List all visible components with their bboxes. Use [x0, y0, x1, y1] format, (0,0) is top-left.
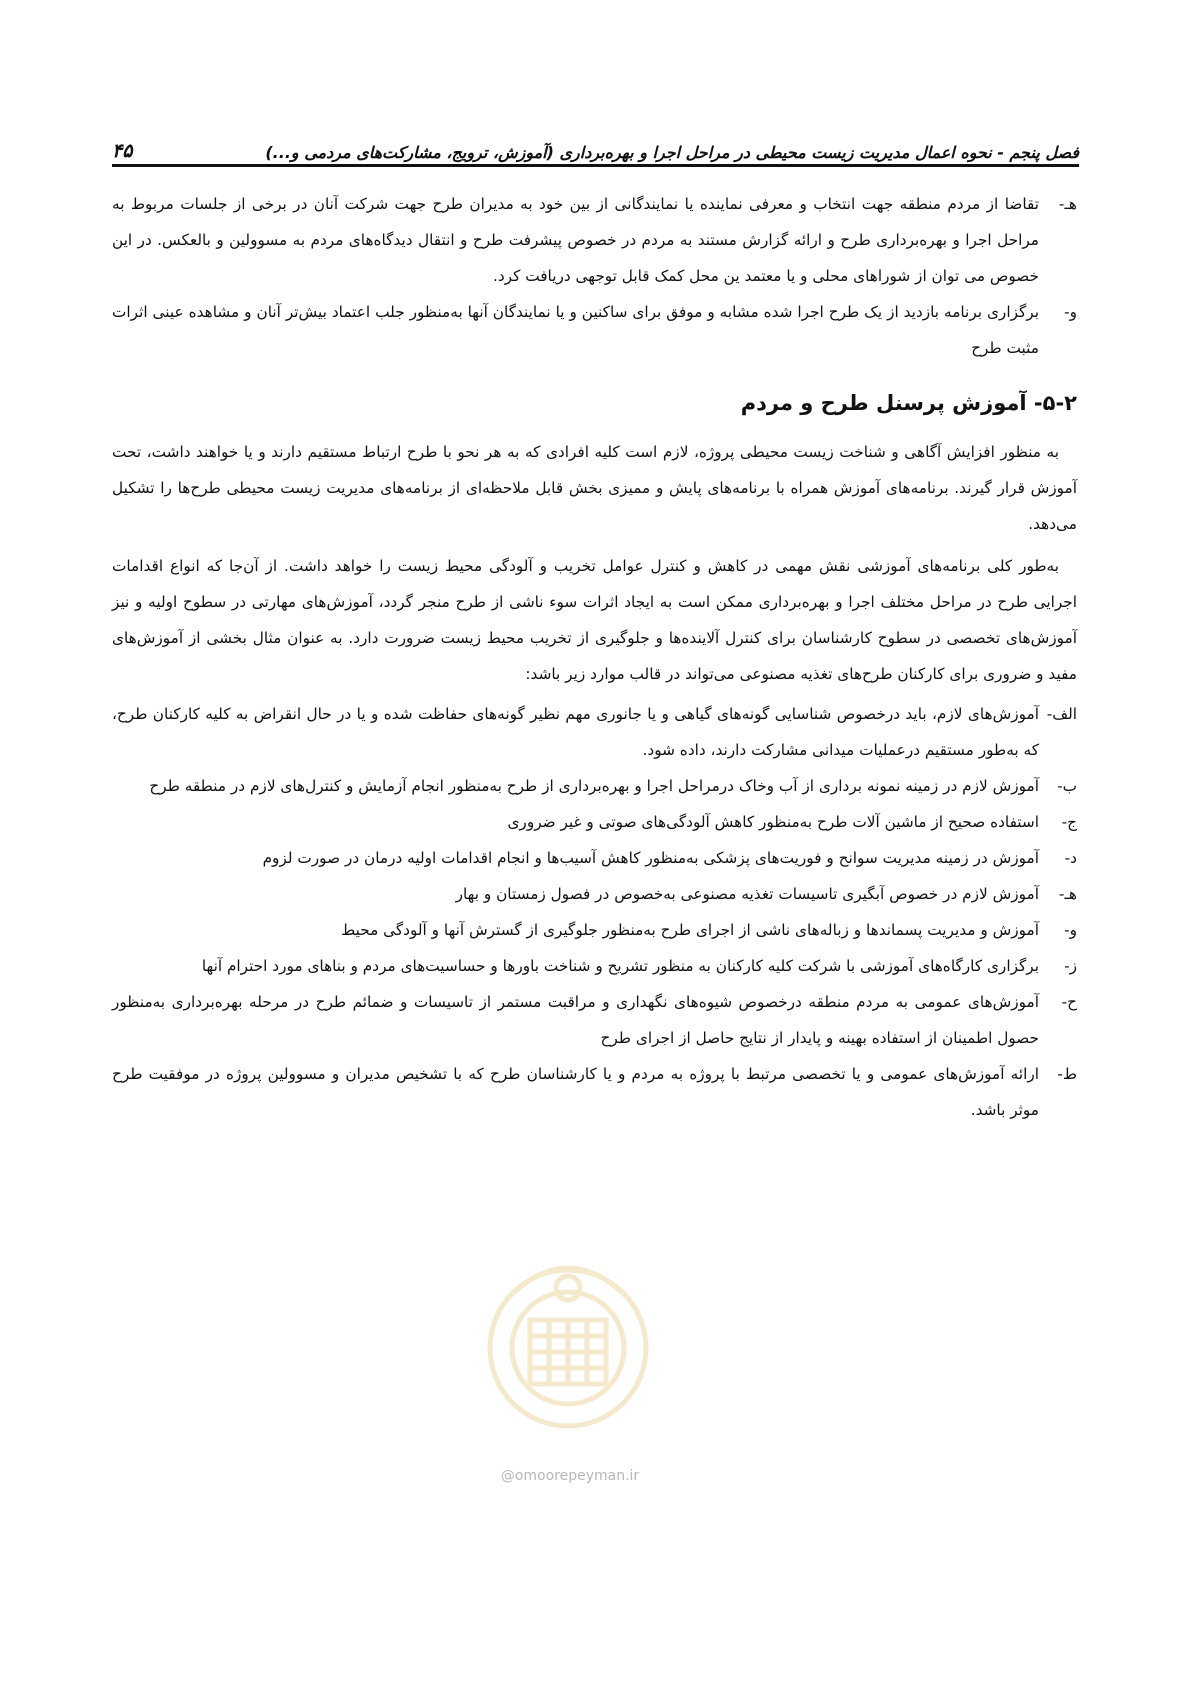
list-marker: ز-: [1064, 957, 1077, 975]
body-paragraph: به منظور افزایش آگاهی و شناخت زیست محیطی پروژه، لازم است کلیه افرادی که به هر نحو با طرح ارتباط مستقیم دارند و یا خواهند داشت، تحت آموزش قرار گیرند. برنامه‌های آموزش همراه با برنامه‌های پایش و ممیزی بخش قابل ملاحظه‌ای از برنامه‌های مدیریت زیست محیطی طرح‌ها را تشکیل می‌دهد.: [112, 443, 1077, 533]
list-item-text: برگزاری کارگاه‌های آموزشی با شرکت کلیه کارکنان به منظور تشریح و شناخت باورها و حساسیت‌های مردم و بناهای مورد احترام آنها: [201, 957, 1039, 975]
list-item: [112, 984, 1077, 1056]
list-item-text: آموزش‌های لازم، باید درخصوص شناسایی گونه‌های گیاهی و یا جانوری مهم نظیر گونه‌های حفاظت شده و یا در حال انقراض به کلیه کارکنان طرح، که به‌طور مستقیم درعملیات میدانی مشارکت دارند، داده شود.: [112, 705, 1039, 759]
list-marker: ب-: [1057, 777, 1077, 795]
list-item: [112, 948, 1077, 984]
list-item-text: آموزش لازم در خصوص آبگیری تاسیسات تغذیه مصنوعی به‌خصوص در فصول زمستان و بهار: [455, 885, 1039, 903]
list-item-text: آموزش‌های عمومی به مردم منطقه درخصوص شیوه‌های نگهداری و مراقبت مستمر از تاسیسات و ضمائم طرح در مرحله بهره‌برداری به‌منظور حصول اطمینان از استفاده بهینه و پایدار از نتایج حاصل از اجرای طرح: [112, 993, 1039, 1047]
watermark-site: @omoorepeyman.ir: [500, 1468, 640, 1484]
list-marker: هـ-: [1058, 885, 1077, 903]
list-item: [112, 912, 1077, 948]
body-paragraph: به‌طور کلی برنامه‌های آموزشی نقش مهمی در کاهش و کنترل عوامل تخریب و آلودگی محیط زیست را خواهد داشت. از آن‌جا که انواع اقدامات اجرایی طرح در مراحل مختلف اجرا و بهره‌برداری ممکن است به ایجاد اثرات سوء ناشی از طرح منجر گردد، آموزش‌های مهارتی در سطوح اولیه و نیز آموزش‌های تخصصی در سطوح کارشناسان برای کنترل آلاینده‌ها و جلوگیری از تخریب محیط زیست ضرورت دارد. به عنوان مثال بخشی از آموزش‌های مفید و ضروری برای کارکنان طرح‌های تغذیه مصنوعی می‌تواند در قالب موارد زیر باشد:: [112, 557, 1077, 683]
list-continued: [112, 186, 1077, 366]
training-list: [112, 696, 1077, 1128]
page-number: ۴۵: [112, 140, 133, 162]
section-heading: ۵-۲- آموزش پرسنل طرح و مردم: [740, 391, 1077, 415]
list-item-text: استفاده صحیح از ماشین آلات طرح به‌منظور کاهش آلودگی‌های صوتی و غیر ضروری: [507, 813, 1039, 831]
list-item: [112, 876, 1077, 912]
list-marker: ط-: [1057, 1065, 1077, 1083]
list-item-text: تقاضا از مردم منطقه جهت انتخاب و معرفی نماینده یا نمایندگانی از بین خود به مدیران طرح جهت شرکت آنان در برخی از جلسات مربوط به مراحل اجرا و بهره‌برداری طرح و ارائه گزارش مستند به مردم در خصوص پیشرفت طرح و انتقال دیدگاه‌های مردم به مسوولین و بالعکس. در این خصوص می توان از شوراهای محلی و یا معتمد ین محل کمک قابل توجهی دریافت کرد.: [112, 195, 1039, 285]
list-item: [112, 294, 1077, 366]
list-item: [112, 1056, 1077, 1128]
list-marker: د-: [1064, 849, 1077, 867]
list-marker: هـ-: [1058, 195, 1077, 213]
list-item: [112, 696, 1077, 768]
header-rule: [112, 164, 1079, 167]
list-marker: و-: [1064, 921, 1077, 939]
list-marker: و-: [1064, 303, 1077, 321]
list-item-text: برگزاری برنامه بازدید از یک طرح اجرا شده مشابه و موفق برای ساکنین و یا نمایندگان آنها به‌منظور جلب اعتماد بیش‌تر آنان و مشاهده عینی اثرات مثبت طرح: [112, 303, 1039, 357]
list-item: [112, 186, 1077, 294]
list-item-text: آموزش لازم در زمینه نمونه برداری از آب وخاک درمراحل اجرا و بهره‌برداری از طرح به‌منظور انجام آزمایش و کنترل‌های لازم در منطقه طرح: [149, 777, 1039, 795]
list-item-text: آموزش در زمینه مدیریت سوانح و فوریت‌های پزشکی به‌منظور کاهش آسیب‌ها و انجام اقدامات اولیه درمان در صورت لزوم: [262, 849, 1039, 867]
list-item: [112, 804, 1077, 840]
list-item: [112, 840, 1077, 876]
list-item-text: آموزش و مدیریت پسماندها و زباله‌های ناشی از اجرای طرح به‌منظور جلوگیری از گسترش آنها و آلودگی محیط: [341, 921, 1039, 939]
page-header: [112, 128, 1079, 162]
watermark-logo: [468, 1228, 668, 1460]
page-content: [112, 186, 1077, 1128]
list-item-text: ارائه آموزش‌های عمومی و یا تخصصی مرتبط با پروژه به مردم و یا کارشناسان طرح که با تشخیص مدیران و مسوولین پروژه در موفقیت طرح موثر باشد.: [112, 1065, 1039, 1119]
list-marker: ح-: [1061, 993, 1077, 1011]
chapter-title: فصل پنجم - نحوه اعمال مدیریت زیست محیطی در مراحل اجرا و بهره‌برداری (آموزش، ترویج، مشارکت‌های مردمی و...): [265, 143, 1079, 162]
list-marker: الف-: [1046, 705, 1077, 723]
list-marker: ج-: [1061, 813, 1077, 831]
list-item: [112, 768, 1077, 804]
